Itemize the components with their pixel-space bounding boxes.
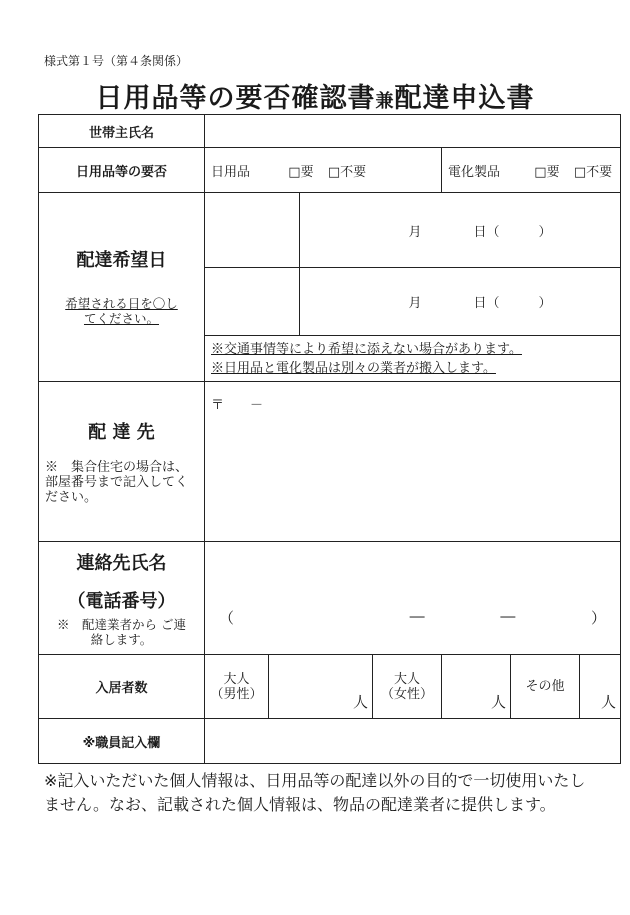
elec-noneed-checkbox[interactable]: □不要 — [573, 164, 613, 180]
adult-male-count[interactable]: 人 — [269, 655, 373, 719]
necessity-label: 日用品等の要否 — [39, 148, 205, 193]
delivery-date-hint-2: てください。 — [83, 311, 159, 326]
electronics-label: 電化製品 — [448, 164, 501, 180]
elec-need-checkbox[interactable]: □要 — [534, 164, 560, 180]
title-small: 兼 — [375, 91, 395, 112]
necessity-row — [39, 148, 621, 193]
delivery-date-row-1 — [39, 193, 621, 268]
phone-dash-1: ― — [409, 607, 425, 625]
delivery-notes — [205, 336, 621, 382]
date1-field[interactable]: 月 日（ ） — [300, 193, 621, 268]
contact-row — [39, 542, 621, 655]
staff-row — [39, 719, 621, 764]
delivery-date-label: 配達希望日 — [76, 250, 167, 271]
householder-field[interactable] — [205, 115, 621, 148]
adult-female-label — [373, 655, 442, 719]
contact-field[interactable] — [205, 542, 621, 655]
adult-male-label — [205, 655, 269, 719]
phone-open-paren: （ — [219, 609, 235, 627]
delivery-note-1: ※交通事情等により希望に添えない場合があります。 — [211, 341, 522, 357]
contact-label: 連絡先氏名 — [76, 553, 167, 574]
householder-row — [39, 115, 621, 148]
destination-label: 配 達 先 — [88, 422, 155, 443]
other-count[interactable]: 人 — [580, 655, 621, 719]
staff-label: ※職員記入欄 — [39, 719, 205, 764]
date2-field[interactable]: 月 日（ ） — [300, 268, 621, 336]
contact-label-cell — [39, 542, 205, 655]
destination-hint: ※ 集合住宅の場合は、部屋番号まで記入してください。 — [45, 460, 189, 505]
contact-hint: ※ 配達業者から ご連絡します。 — [57, 617, 186, 647]
adult-female-count[interactable]: 人 — [442, 655, 511, 719]
postal-code-mark: 〒 － — [211, 398, 264, 413]
adult-female-label-2: （女性） — [380, 686, 433, 702]
daily-noneed-checkbox[interactable]: □不要 — [327, 164, 367, 180]
delivery-date-label-cell — [39, 193, 205, 382]
form-number: 様式第１号（第４条関係） — [44, 54, 189, 68]
phone-close-paren: ） — [590, 609, 606, 627]
daily-goods-label: 日用品 — [211, 164, 251, 180]
householder-label: 世帯主氏名 — [39, 115, 205, 148]
staff-field[interactable] — [205, 719, 621, 764]
daily-goods-cell[interactable] — [205, 148, 442, 193]
electronics-cell[interactable] — [442, 148, 621, 193]
daily-need-checkbox[interactable]: □要 — [288, 164, 314, 180]
adult-male-label-2: （男性） — [210, 686, 263, 702]
date2-check-cell[interactable] — [205, 268, 300, 336]
residents-row — [39, 655, 621, 719]
delivery-date-hint-1: 希望される日を〇し — [65, 296, 178, 311]
destination-row — [39, 382, 621, 542]
residents-label: 入居者数 — [39, 655, 205, 719]
date1-check-cell[interactable] — [205, 193, 300, 268]
application-table — [38, 114, 621, 764]
other-label: その他 — [511, 655, 580, 719]
contact-phone-label: （電話番号） — [67, 591, 176, 612]
page-title — [0, 76, 630, 115]
delivery-note-2: ※日用品と電化製品は別々の業者が搬入します。 — [211, 360, 496, 376]
title-tail: 配達申込書 — [394, 83, 535, 114]
privacy-notice: ※記入いただいた個人情報は、日用品等の配達以外の目的で一切使用いたしません。なお、記載された個人情報は、物品の配達業者に提供します。 — [44, 771, 586, 814]
adult-female-label-1: 大人 — [393, 671, 420, 687]
destination-field[interactable] — [205, 382, 621, 542]
phone-dash-2: ― — [500, 607, 516, 625]
adult-male-label-1: 大人 — [223, 671, 250, 687]
title-main: 日用品等の要否確認書 — [95, 83, 376, 114]
destination-label-cell — [39, 382, 205, 542]
